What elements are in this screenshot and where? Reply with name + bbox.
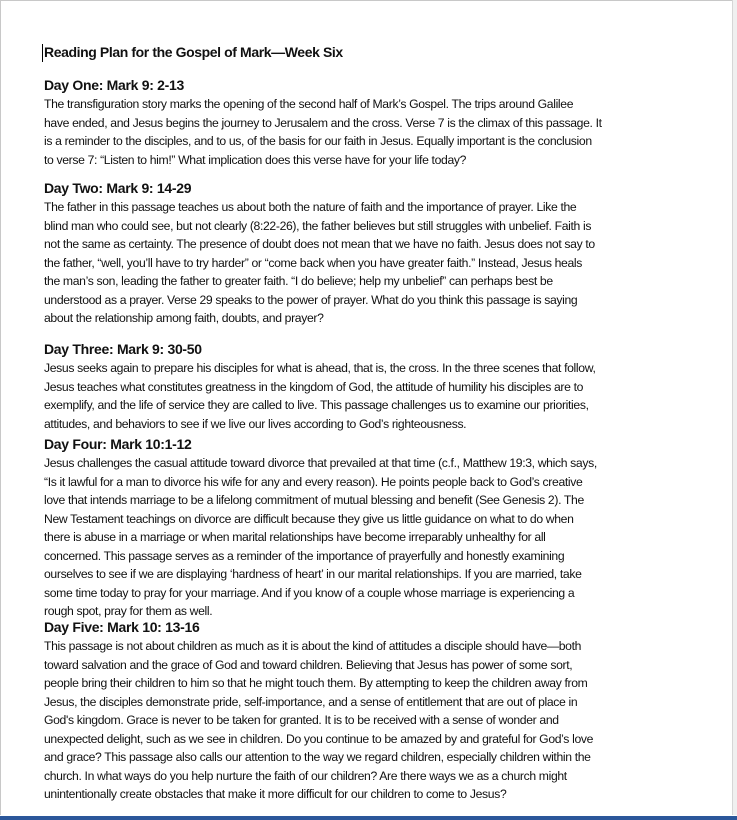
paragraph-line: blind man who could see, but not clearly (8:22-26), the father believes but still struggles with unbelief. Faith is xyxy=(44,218,592,233)
paragraph-line: about the relationship among faith, doubts, and prayer? xyxy=(44,311,324,325)
text-cursor xyxy=(42,44,43,62)
paragraph-line: love that intends marriage to be a lifelong commitment of mutual blessing and benefit (See Genesis 2). The xyxy=(44,493,584,507)
vertical-scrollbar[interactable] xyxy=(732,0,737,815)
paragraph-line: Jesus teaches what constitutes greatness in the kingdom of God, the attitude of humility his disciples are to xyxy=(44,379,584,394)
paragraph-line: the man’s son, leading the father to greater faith. “I do believe; help my unbelief” can perhaps best be xyxy=(44,274,553,288)
paragraph-line: some time today to pray for your marriage. And if you know of a couple whose marriage is experiencing a xyxy=(44,585,575,600)
paragraph-line: is a reminder to the disciples, and to us, of the basis for our faith in Jesus. Equally important is the conclusion xyxy=(44,134,592,148)
paragraph-line: to verse 7: “Listen to him!” What implication does this verse have for your life today? xyxy=(44,152,467,167)
paragraph-line: ourselves to see if we are displaying ‘hardness of heart’ in our marital relationships. If you are married, take xyxy=(44,567,582,581)
paragraph-line: Jesus challenges the casual attitude toward divorce that prevailed at that time (c.f., Matthew 19:3, which says, xyxy=(44,456,597,470)
day-one-section xyxy=(44,76,602,169)
paragraph-line: there is abuse in a marriage or when marital relationships have become irreparably unhealthy for all xyxy=(44,530,546,544)
paragraph-line: exemplify, and the life of service they are called to live. This passage challenges us to examine our priorities, xyxy=(44,398,589,412)
status-bar-edge xyxy=(0,816,737,820)
document-title: Reading Plan for the Gospel of Mark—Week Six xyxy=(44,44,343,60)
day-four-heading: Day Four: Mark 10:1-12 xyxy=(44,436,192,452)
paragraph-line: The transfiguration story marks the opening of the second half of Mark’s Gospel. The trips around Galilee xyxy=(44,97,574,111)
day-three-heading: Day Three: Mark 9: 30-50 xyxy=(44,341,202,357)
paragraph-line: the father, “well, you’ll have to try harder” or “come back when you have greater faith.” Instead, Jesus heals xyxy=(44,255,582,270)
day-one-heading: Day One: Mark 9: 2-13 xyxy=(44,77,184,93)
day-five-heading: Day Five: Mark 10: 13-16 xyxy=(44,619,200,635)
paragraph-line: toward salvation and the grace of God and toward children. Believing that Jesus has power of some sort, xyxy=(44,657,573,672)
paragraph-line: “Is it lawful for a man to divorce his wife for any and every reason). He points people back to God’s creative xyxy=(44,474,583,489)
paragraph-line: have ended, and Jesus begins the journey to Jerusalem and the cross. Verse 7 is the climax of this passage. It xyxy=(44,115,602,130)
day-two-section xyxy=(44,179,595,328)
paragraph-line: not the same as certainty. The presence of doubt does not mean that we have no faith. Jesus does not say to xyxy=(44,237,595,251)
day-four-section xyxy=(44,435,597,621)
paragraph-line: people bring their children to him so that he might touch them. By attempting to keep the children away from xyxy=(44,676,588,690)
paragraph-line: attitudes, and behaviors to see if we live our lives according to God’s righteousness. xyxy=(44,416,467,431)
paragraph-line: Jesus seeks again to prepare his disciples for what is ahead, that is, the cross. In the three scenes that follow, xyxy=(44,361,596,375)
paragraph-line: church. In what ways do you help nurture the faith of our children? Are there ways we as a church might xyxy=(44,768,567,783)
paragraph-line: Jesus, the disciples demonstrate pride, self-importance, and a sense of entitlement that are out of place in xyxy=(44,694,578,709)
paragraph-line: The father in this passage teaches us about both the nature of faith and the importance of prayer. Like the xyxy=(44,200,577,214)
paragraph-line: rough spot, pray for them as well. xyxy=(44,604,213,618)
paragraph-line: unintentionally create obstacles that make it more difficult for our children to come to Jesus? xyxy=(44,787,507,801)
paragraph-line: This passage is not about children as much as it is about the kind of attitudes a disciple should have—both xyxy=(44,639,582,653)
paragraph-line: New Testament teachings on divorce are difficult because they give us little guidance on what to do when xyxy=(44,511,574,526)
paragraph-line: and grace? This passage also calls our attention to the way we regard children, especially children within the xyxy=(44,750,591,764)
paragraph-line: understood as a prayer. Verse 29 speaks to the power of prayer. What do you think this passage is saying xyxy=(44,292,578,307)
day-two-heading: Day Two: Mark 9: 14-29 xyxy=(44,180,192,196)
day-five-section xyxy=(44,618,593,804)
paragraph-line: unexpected delight, such as we see in children. Do you continue to be amazed by and grateful for God’s love xyxy=(44,731,594,746)
paragraph-line: God's kingdom. Grace is never to be taken for granted. It is to be received with a sense of wonder and xyxy=(44,713,559,727)
day-three-section xyxy=(44,340,596,433)
paragraph-line: concerned. This passage serves as a reminder of the importance of prayerfully and honestly examining xyxy=(44,548,565,563)
